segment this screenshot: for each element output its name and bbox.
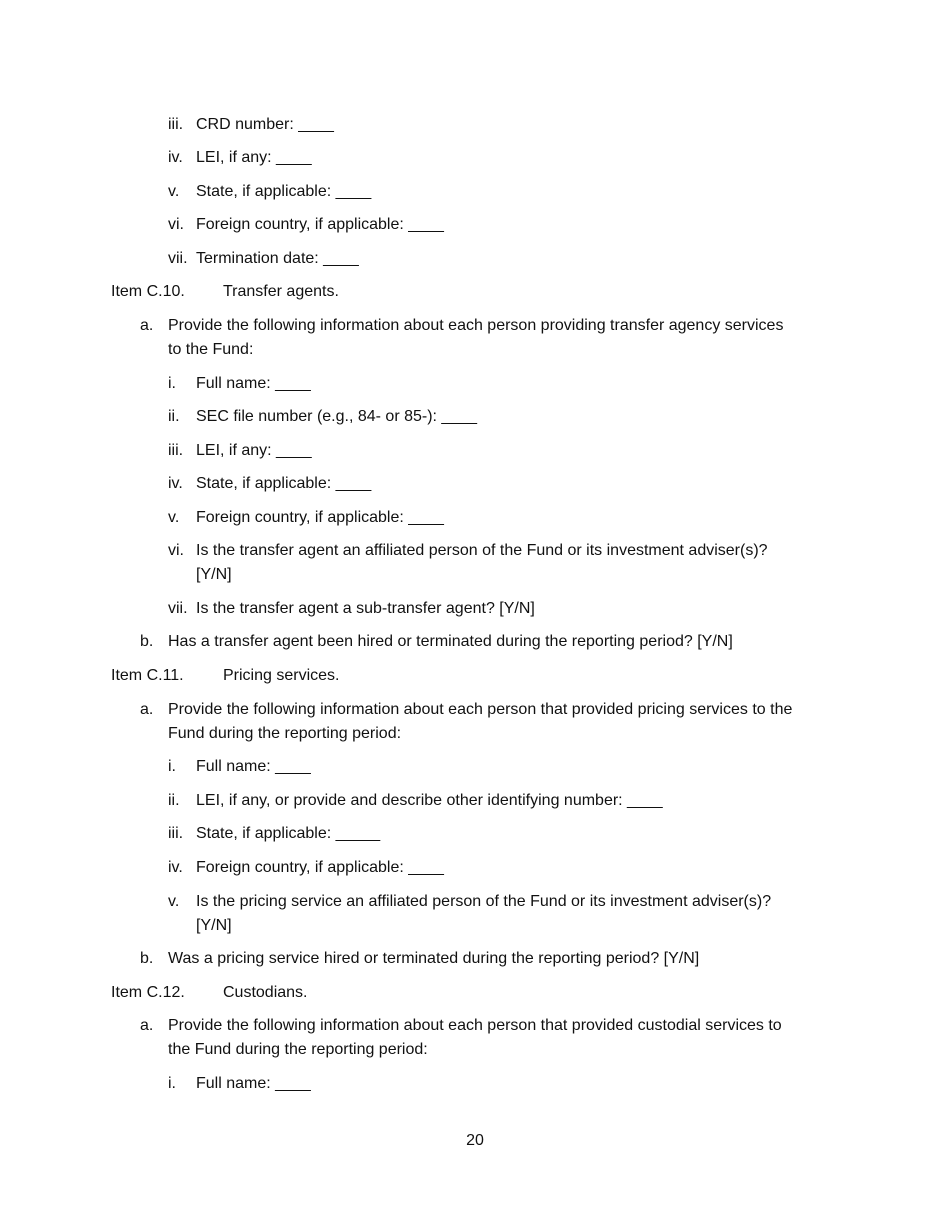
document-page: iii. CRD number: ____ iv. LEI, if any: ____ v. State, if applicable: ____ vi. Foreign country, if applicable: ____ vii. Termination date: ____ Item C.10. Transfer agents. a. Provide the following information about each person providing transfer agency services to the Fund: i. Full name: ____ ii. SEC file number (e.g., 84- or 85-): ____ iii. LEI, if any: ____ iv. State, if applicable: ____ v. Foreign country, if applicable: ____ vi. Is the transfer agent an affiliated person of the Fund or its investment adviser(s)? [Y/N] vii. Is the transfer agent a sub-transfer agent? [Y/N] b. Has a transfer agent been hired or terminated during the reporting period? [Y/N] Item C.11. Pricing services. a. Provide the following information about each person that provided pricing services to the Fund during the reporting period: i. Full name: ____ ii. LEI, if any, or provide and describe other identifying number: ____ iii. State, if applicable: _____ iv. Foreign country, if applicable: ____ v. Is the pricing service an affiliated person of the Fund or its investment adviser(s)? [Y/N] b. Was a pricing service hired or terminated during the reporting period? [Y/N] Item C.12. Custodians. a. Provide the following information about each person that provided custodial services to the Fund during the reporting period: i. Full name: ____ 20: [0, 0, 950, 1230]
page-number: 20: [466, 1132, 484, 1149]
